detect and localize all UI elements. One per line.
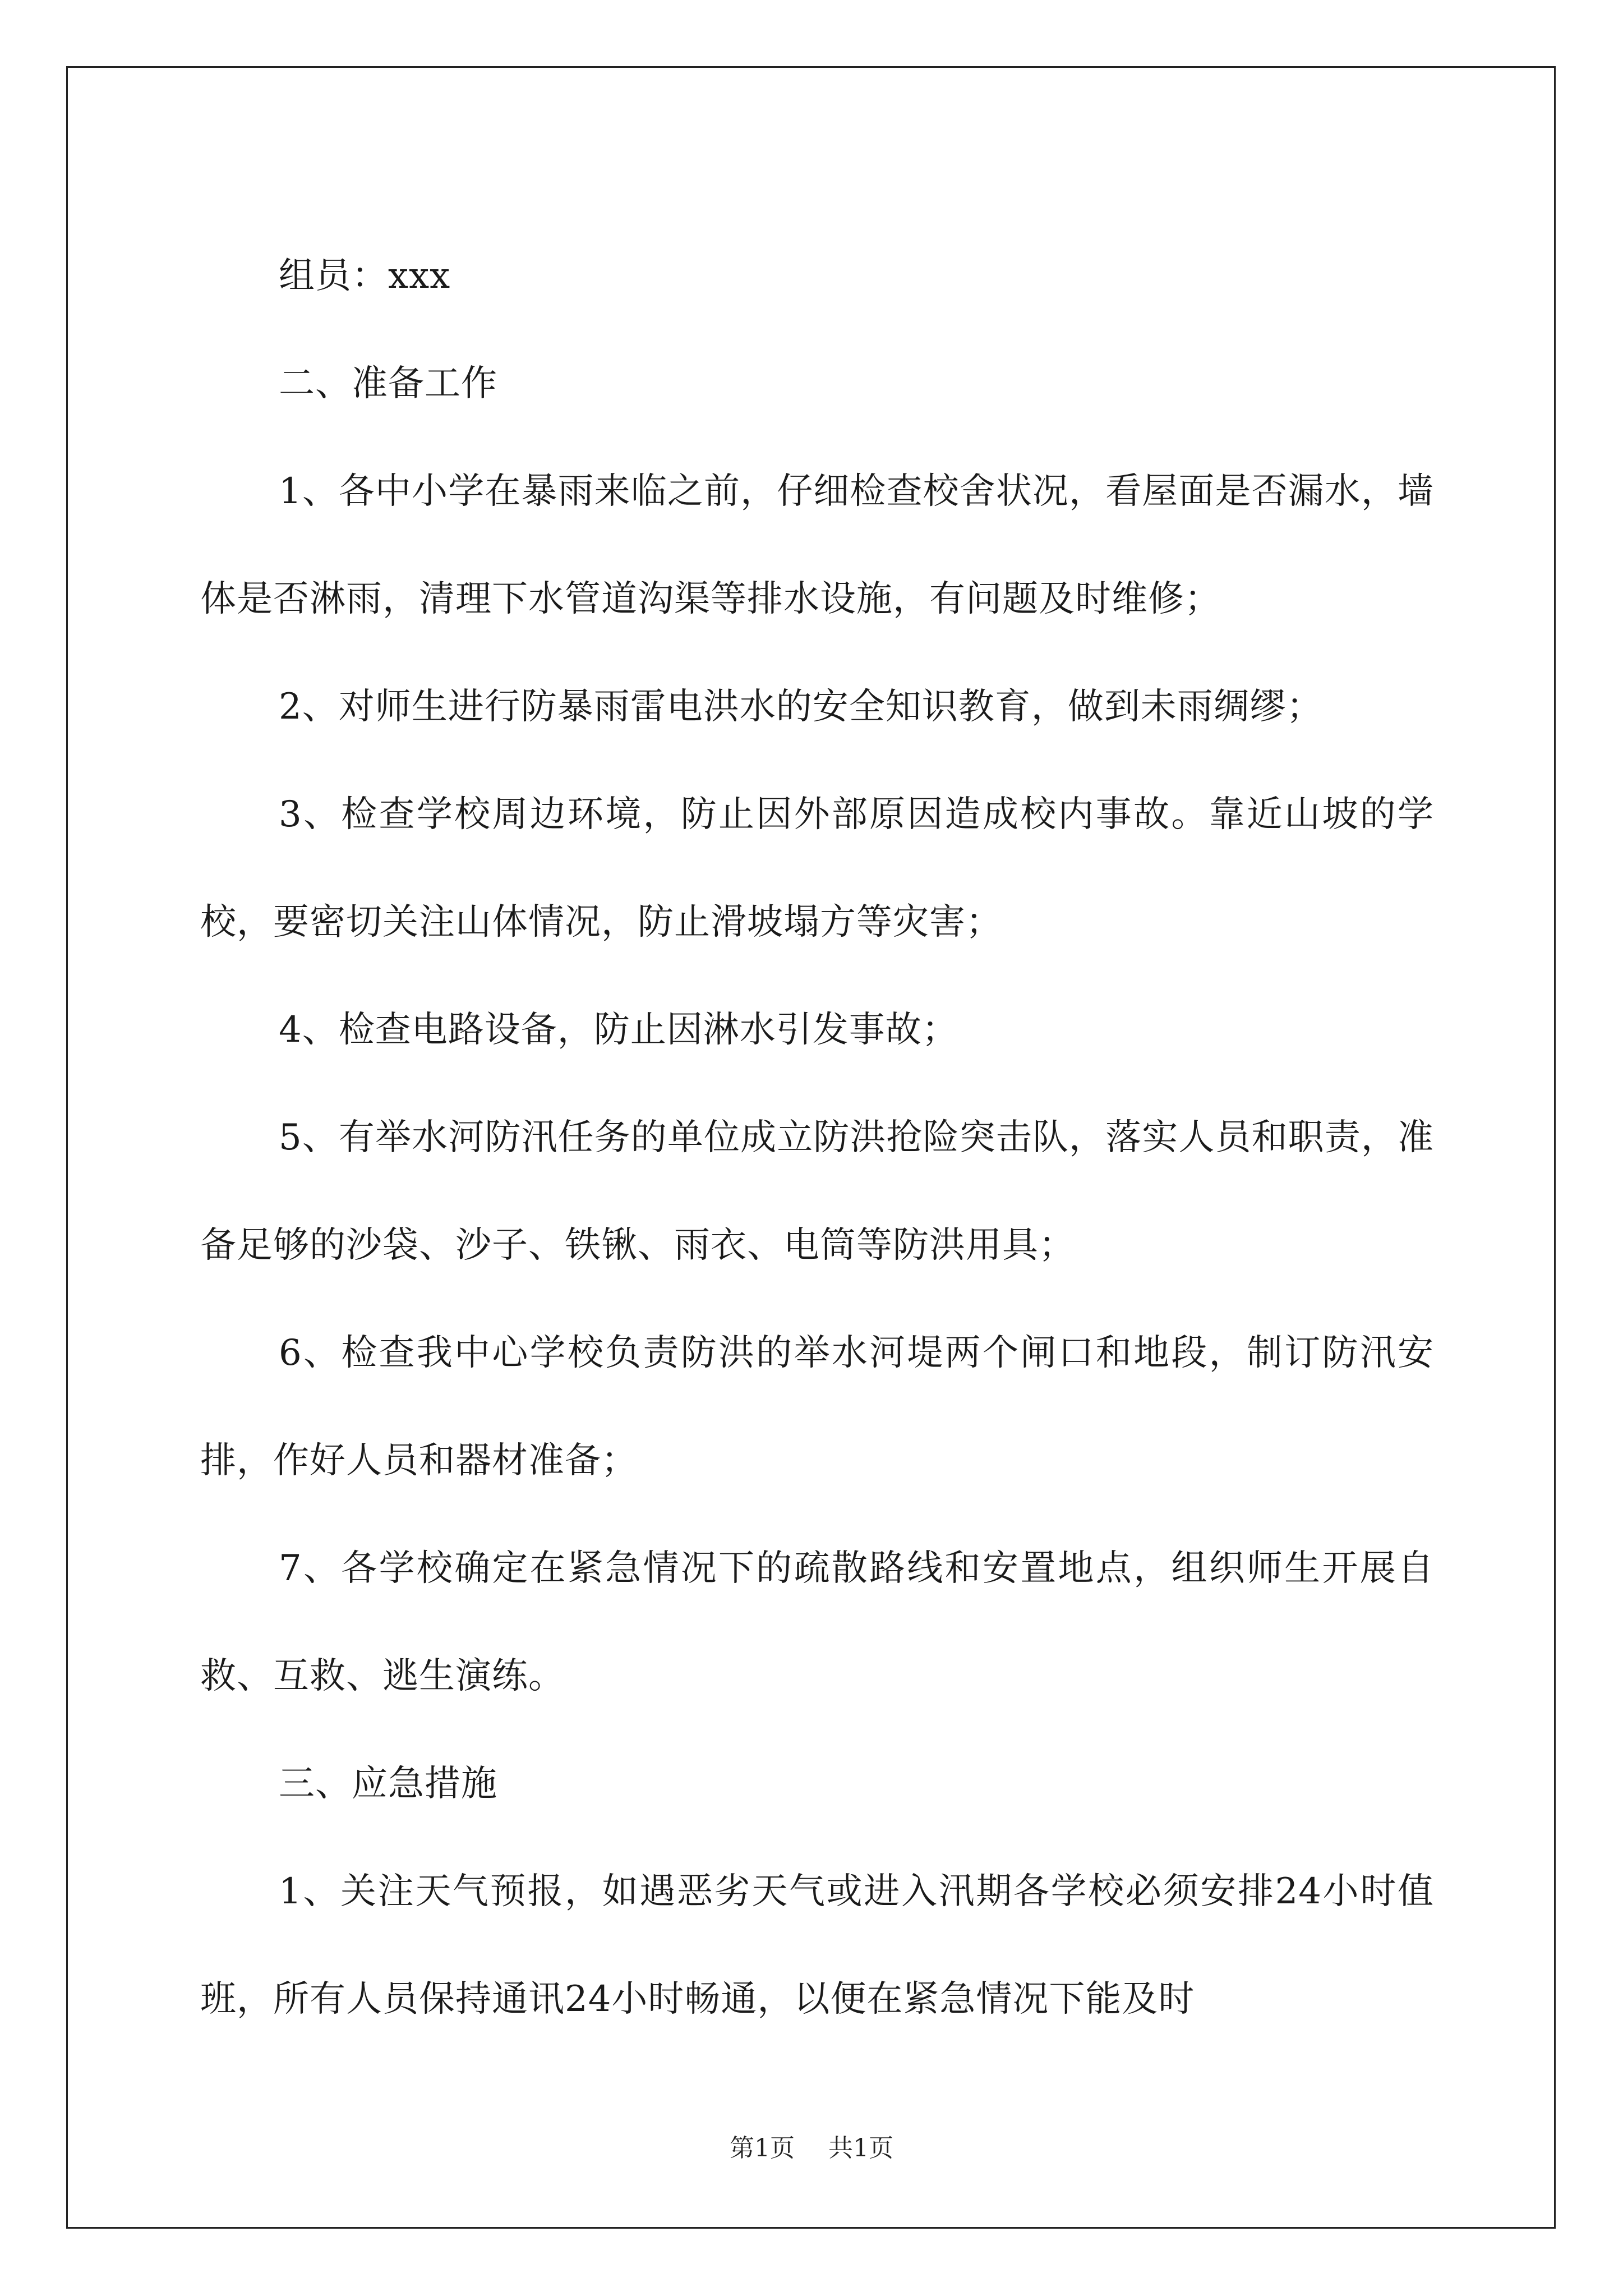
paragraph-prep-2: 2、对师生进行防暴雨雷电洪水的安全知识教育，做到未雨绸缪； — [279, 686, 1323, 728]
paragraph-prep-1: 1、各中小学在暴雨来临之前，仔细检查校舍状况，看屋面是否漏水，墙体是否淋雨，清理下水管道沟渠等排水设施，有问题及时维修； — [200, 471, 1434, 620]
page-total: 共1页 — [828, 2134, 893, 2162]
paragraph-prep-3: 3、检查学校周边环境，防止因外部原因造成校内事故。靠近山坡的学校，要密切关注山体情况，防止滑坡塌方等灾害； — [200, 794, 1434, 943]
section-heading-emergency: 三、应急措施 — [279, 1763, 497, 1805]
page-footer — [0, 2132, 1623, 2165]
section-heading-preparation: 二、准备工作 — [279, 363, 497, 404]
document-body — [200, 222, 1434, 2053]
member-line: 组员：xxx — [279, 255, 451, 297]
paragraph-prep-6: 6、检查我中心学校负责防洪的举水河堤两个闸口和地段，制订防汛安排，作好人员和器材准备； — [200, 1332, 1434, 1481]
paragraph-prep-5: 5、有举水河防汛任务的单位成立防洪抢险突击队，落实人员和职责，准备足够的沙袋、沙子、铁锹、雨衣、电筒等防洪用具； — [200, 1117, 1434, 1266]
paragraph-prep-4: 4、检查电路设备，防止因淋水引发事故； — [279, 1009, 958, 1051]
paragraph-emergency-1: 1、关注天气预报，如遇恶劣天气或进入汛期各学校必须安排24小时值班，所有人员保持通讯24小时畅通，以便在紧急情况下能及时 — [200, 1871, 1434, 2020]
page-number: 第1页 — [730, 2134, 795, 2162]
paragraph-prep-7: 7、各学校确定在紧急情况下的疏散路线和安置地点，组织师生开展自救、互救、逃生演练。 — [200, 1548, 1434, 1697]
